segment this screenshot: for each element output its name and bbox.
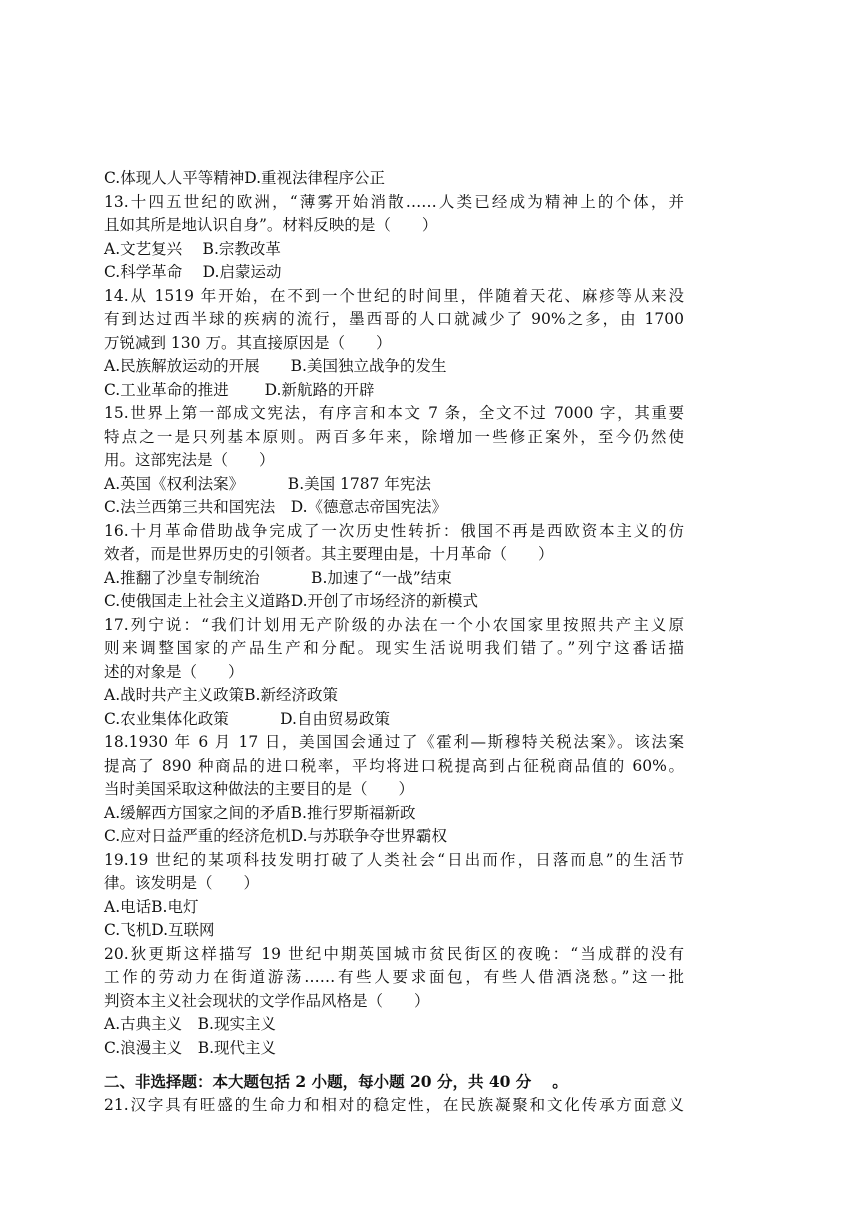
- q15-stem-line2: 特点之一是只列基本原则。两百多年来，除增加一些修正案外，至今仍然使: [104, 427, 684, 446]
- q15-options-ab: A.英国《权利法案》 B.美国 1787 年宪法: [104, 474, 431, 493]
- question-18: [104, 731, 684, 849]
- q13-options-ab: A.文艺复兴 B.宗教改革: [104, 239, 281, 258]
- q20-stem-line3: 判资本主义社会现状的文学作品风格是（ ）: [104, 991, 430, 1010]
- q18-options-ab: A.缓解西方国家之间的矛盾B.推行罗斯福新政: [104, 803, 416, 822]
- exam-page: [104, 167, 684, 1117]
- q18-stem-line3: 当时美国采取这种做法的主要目的是（ ）: [104, 780, 415, 798]
- q17-options-cd: C.农业集体化政策 D.自由贸易政策: [104, 709, 390, 728]
- question-13: [104, 191, 684, 285]
- q14-stem-line2: 有到达过西半球的疾病的流行，墨西哥的人口就减少了 90%之多，由 1700: [104, 310, 684, 328]
- q17-stem-line2: 则来调整国家的产品生产和分配。现实生活说明我们错了。”列宁这番话描: [104, 639, 684, 657]
- q17-stem-line1: 17.列宁说：“我们计划用无产阶级的办法在一个小农国家里按照共产主义原: [104, 615, 684, 634]
- q16-stem-line2: 效者，而是世界历史的引领者。其主要理由是，十月革命（ ）: [104, 545, 554, 563]
- q14-stem-line3: 万锐减到 130 万。其直接原因是（ ）: [104, 333, 392, 352]
- q15-options-cd: C.法兰西第三共和国宪法 D.《德意志帝国宪法》: [104, 498, 448, 516]
- q18-stem-line2: 提高了 890 种商品的进口税率，平均将进口税提高到占征税商品值的 60%。: [104, 756, 684, 775]
- q19-options-ab: A.电话B.电灯: [104, 897, 199, 916]
- q20-stem-line1: 20.狄更斯这样描写 19 世纪中期英国城市贫民街区的夜晚：“当成群的没有: [104, 944, 684, 963]
- question-19: [104, 849, 684, 943]
- question-15: [104, 402, 684, 520]
- question-14: [104, 285, 684, 403]
- q15-stem-line1: 15.世界上第一部成文宪法，有序言和本文 7 条，全文不过 7000 字，其重要: [104, 404, 684, 422]
- question-20: [104, 943, 684, 1061]
- q19-stem-line1: 19.19 世纪的某项科技发明打破了人类社会“日出而作，日落而息”的生活节: [104, 850, 684, 869]
- q19-options-cd: C.飞机D.互联网: [104, 921, 215, 939]
- q15-stem-line3: 用。这部宪法是（ ）: [104, 451, 275, 469]
- q12-options-line2: C.体现人人平等精神D.重视法律程序公正: [104, 169, 386, 187]
- q19-stem-line2: 律。该发明是（ ）: [104, 874, 260, 892]
- question-17: [104, 614, 684, 732]
- q14-stem-line1: 14.从 1519 年开始，在不到一个世纪的时间里，伴随着天花、麻疹等从来没: [104, 286, 684, 305]
- q13-stem-line2: 且如其所是地认识自身”。材料反映的是（ ）: [104, 216, 438, 234]
- q17-stem-line3: 述的对象是（ ）: [104, 662, 244, 681]
- q20-options-ab: A.古典主义 B.现实主义: [104, 1015, 276, 1033]
- q14-options-ab: A.民族解放运动的开展 B.美国独立战争的发生: [104, 357, 447, 375]
- q16-options-ab: A.推翻了沙皇专制统治 B.加速了“一战”结束: [104, 568, 452, 587]
- q16-options-cd: C.使俄国走上社会主义道路D.开创了市场经济的新模式: [104, 592, 479, 610]
- q18-options-cd: C.应对日益严重的经济危机D.与苏联争夺世界霸权: [104, 827, 448, 845]
- q16-stem-line1: 16.十月革命借助战争完成了一次历史性转折：俄国不再是西欧资本主义的仿: [104, 521, 684, 540]
- q13-stem-line1: 13.十四五世纪的欧洲，“薄雾开始消散……人类已经成为精神上的个体，并: [104, 192, 684, 211]
- q17-options-ab: A.战时共产主义政策B.新经济政策: [104, 686, 338, 704]
- q20-options-cd: C.浪漫主义 B.现代主义: [104, 1038, 277, 1057]
- section-2-heading: 二、非选择题：本大题包括 2 小题，每小题 20 分，共 40 分 。: [104, 1072, 568, 1091]
- q21-stem-line1: 21.汉字具有旺盛的生命力和相对的稳定性，在民族凝聚和文化传承方面意义: [104, 1095, 684, 1114]
- question-16: [104, 520, 684, 614]
- q20-stem-line2: 工作的劳动力在街道游荡……有些人要求面包，有些人借酒浇愁。”这一批: [104, 968, 684, 986]
- q18-stem-line1: 18.1930 年 6 月 17 日，美国国会通过了《霍利—斯穆特关税法案》。该法案: [104, 733, 684, 751]
- question-21: [104, 1094, 684, 1118]
- q14-options-cd: C.工业革命的推进 D.新航路的开辟: [104, 380, 375, 399]
- q13-options-cd: C.科学革命 D.启蒙运动: [104, 263, 282, 281]
